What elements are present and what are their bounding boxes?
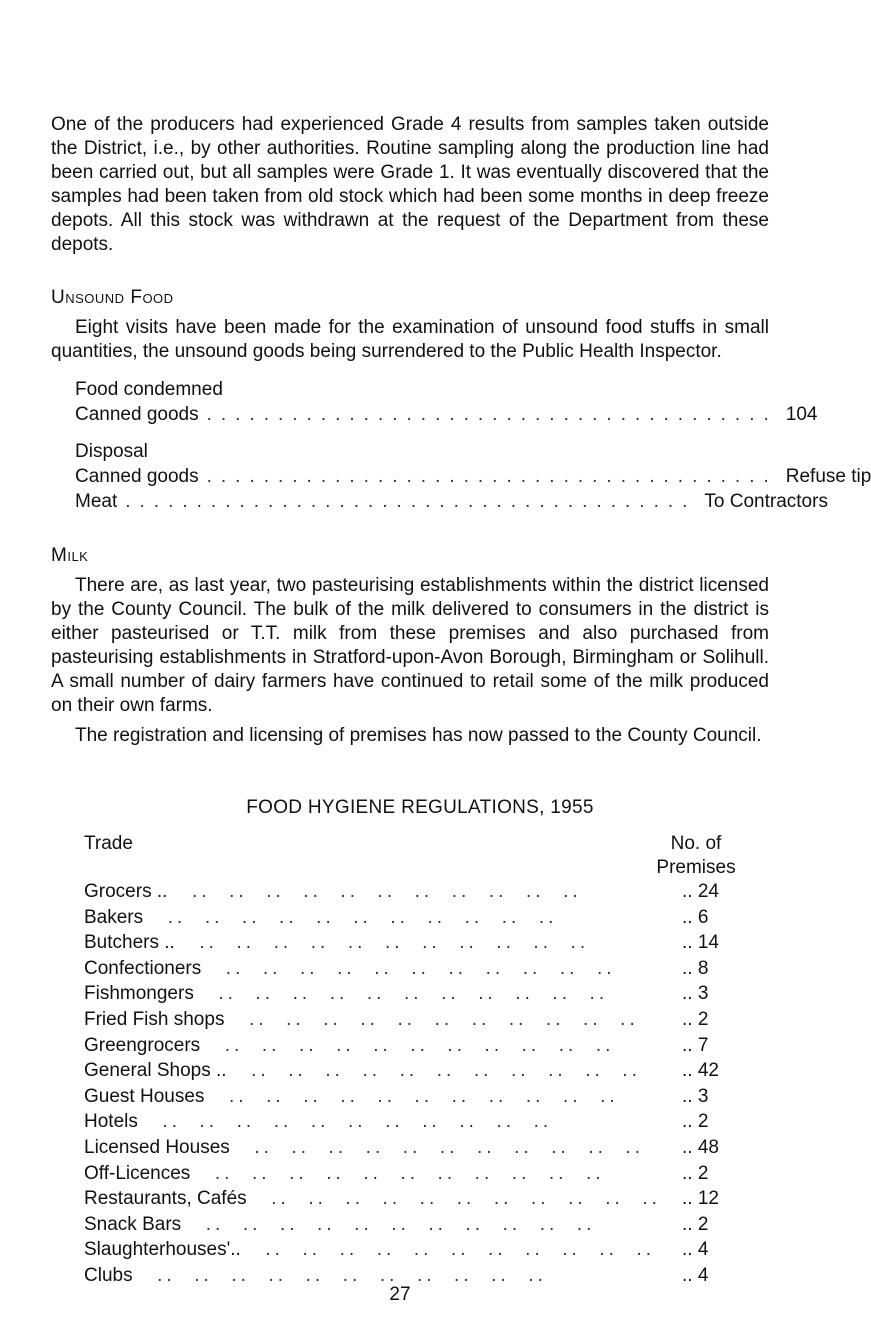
document-page: [51, 113, 871, 1290]
unsound-food-paragraph: Eight visits have been made for the examination of unsound food stuffs in small quantities, the unsound goods being surrendered to the Public Health Inspector.: [51, 317, 769, 362]
leader-dots: ........................................: [206, 466, 778, 487]
table-row: [84, 957, 740, 983]
condemned-label: Canned goods: [75, 404, 199, 425]
condemned-row: [75, 403, 818, 428]
premises-cell: .. 4: [682, 1264, 709, 1286]
trade-cell: Licensed Houses: [84, 1136, 230, 1158]
table-row: [84, 1110, 740, 1136]
food-condemned-list: [75, 378, 871, 515]
leader-dots: .. .. .. .. .. .. .. .. .. .. ..: [206, 1034, 615, 1056]
leader-dots: .. .. .. .. .. .. .. .. .. .. ..: [230, 1008, 639, 1030]
premises-cell: .. 12: [682, 1188, 719, 1210]
premises-cell: .. 24: [682, 881, 719, 902]
premises-cell: .. 42: [682, 1060, 719, 1082]
leader-dots: .. .. .. .. .. .. .. .. .. .. ..: [173, 881, 582, 902]
disposal-label: Meat: [75, 491, 118, 512]
trade-cell: Fried Fish shops: [84, 1008, 225, 1030]
trade-cell: Butchers ..: [84, 932, 175, 954]
milk-paragraph-1: There are, as last year, two pasteurising establishments within the district licensed by the County Council. The bulk of the milk delivered to consumers in the district is either pasteurised or T.T. milk from these premises and also purchased from pasteurising establishments in Stratford-upon-Avon Borough, Birmingham or Solihull. A small number of dairy farmers have continued to retail some of the milk produced on their own farms.: [51, 575, 769, 716]
premises-cell: .. 2: [682, 1213, 709, 1235]
leader-dots: .. .. .. .. .. .. .. .. .. .. ..: [149, 906, 558, 928]
leader-dots: .. .. .. .. .. .. .. .. .. .. ..: [207, 957, 616, 979]
table-row: [84, 1213, 740, 1239]
table-row: [84, 1238, 740, 1264]
table-row: [84, 982, 740, 1008]
food-condemned-heading: Food condemned: [75, 379, 223, 400]
trade-column-header: Trade: [84, 833, 133, 854]
disposal-row: [75, 465, 871, 490]
disposal-label: Canned goods: [75, 466, 199, 487]
trade-cell: General Shops ..: [84, 1060, 227, 1082]
leader-dots: .. .. .. .. .. .. .. .. .. .. ..: [235, 1136, 645, 1158]
leader-dots: .. .. .. .. .. .. .. .. .. .. ..: [143, 1111, 553, 1133]
disposal-row: [75, 490, 828, 515]
trade-cell: Confectioners: [84, 957, 202, 979]
leader-dots: .. .. .. .. .. .. .. .. .. .. ..: [199, 983, 609, 1005]
leader-dots: .. .. .. .. .. .. .. .. .. .. ..: [246, 1239, 656, 1261]
premises-cell: .. 14: [682, 932, 719, 954]
table-row: [84, 1059, 740, 1085]
premises-column-header: No. of Premises: [656, 833, 736, 878]
table-row: [84, 1187, 740, 1213]
leader-dots: .. .. .. .. .. .. .. .. .. .. ..: [180, 932, 590, 954]
table-body: [84, 880, 740, 1290]
milk-heading: Milk: [51, 545, 89, 566]
leader-dots: .. .. .. .. .. .. .. .. .. .. ..: [138, 1264, 547, 1286]
leader-dots: .. .. .. .. .. .. .. .. .. .. ..: [196, 1162, 605, 1184]
premises-cell: .. 3: [682, 1085, 709, 1107]
disposal-value: Refuse tip: [785, 466, 871, 487]
table-row: [84, 1085, 740, 1111]
trade-cell: Grocers ..: [84, 881, 168, 902]
leader-dots: .. .. .. .. .. .. .. .. .. .. ..: [187, 1213, 596, 1235]
condemned-value: 104: [785, 404, 818, 425]
trade-cell: Slaughterhouses'..: [84, 1239, 241, 1261]
trade-cell: Hotels: [84, 1111, 138, 1133]
trade-cell: Fishmongers: [84, 983, 194, 1005]
table-row: [84, 931, 740, 957]
table-row: [84, 1162, 740, 1188]
leader-dots: .. .. .. .. .. .. .. .. .. .. ..: [232, 1060, 641, 1082]
table-row: [84, 1034, 740, 1060]
leader-dots: .. .. .. .. .. .. .. .. .. .. ..: [252, 1188, 661, 1210]
table-row: [84, 880, 740, 906]
unsound-food-heading: Unsound Food: [51, 287, 174, 308]
premises-cell: .. 2: [682, 1162, 709, 1184]
table-header: [84, 832, 740, 880]
table-row: [84, 906, 740, 932]
premises-table: [84, 832, 740, 1290]
milk-paragraph-2: The registration and licensing of premises has now passed to the County Council.: [75, 725, 762, 746]
page-number: 27: [389, 1284, 411, 1305]
leader-dots: ........................................: [125, 491, 697, 512]
trade-cell: Guest Houses: [84, 1085, 205, 1107]
trade-cell: Snack Bars: [84, 1213, 182, 1235]
intro-paragraph: One of the producers had experienced Grade 4 results from samples taken outside the District, i.e., by other authorities. Routine sampling along the production line had been carried out, but all samples were Grade 1. It was eventually discovered that the samples had been taken from old stock which had been some months in deep freeze depots. All this stock was withdrawn at the request of the Department from these depots.: [51, 114, 769, 255]
premises-cell: .. 7: [682, 1034, 709, 1056]
premises-cell: .. 48: [682, 1136, 719, 1158]
premises-cell: .. 3: [682, 983, 709, 1005]
disposal-value: To Contractors: [704, 491, 828, 512]
trade-cell: Restaurants, Cafés: [84, 1188, 247, 1210]
table-row: [84, 1136, 740, 1162]
trade-cell: Off-Licences: [84, 1162, 191, 1184]
table-row: [84, 1008, 740, 1034]
premises-cell: .. 8: [682, 957, 709, 979]
premises-cell: .. 6: [682, 906, 709, 928]
trade-cell: Bakers: [84, 906, 144, 928]
leader-dots: ........................................: [206, 404, 778, 425]
table-title: FOOD HYGIENE REGULATIONS, 1955: [246, 797, 594, 818]
trade-cell: Greengrocers: [84, 1034, 201, 1056]
premises-cell: .. 2: [682, 1111, 709, 1133]
leader-dots: .. .. .. .. .. .. .. .. .. .. ..: [210, 1085, 619, 1107]
disposal-heading: Disposal: [75, 441, 148, 462]
premises-cell: .. 4: [682, 1239, 709, 1261]
trade-cell: Clubs: [84, 1264, 133, 1286]
premises-cell: .. 2: [682, 1008, 709, 1030]
